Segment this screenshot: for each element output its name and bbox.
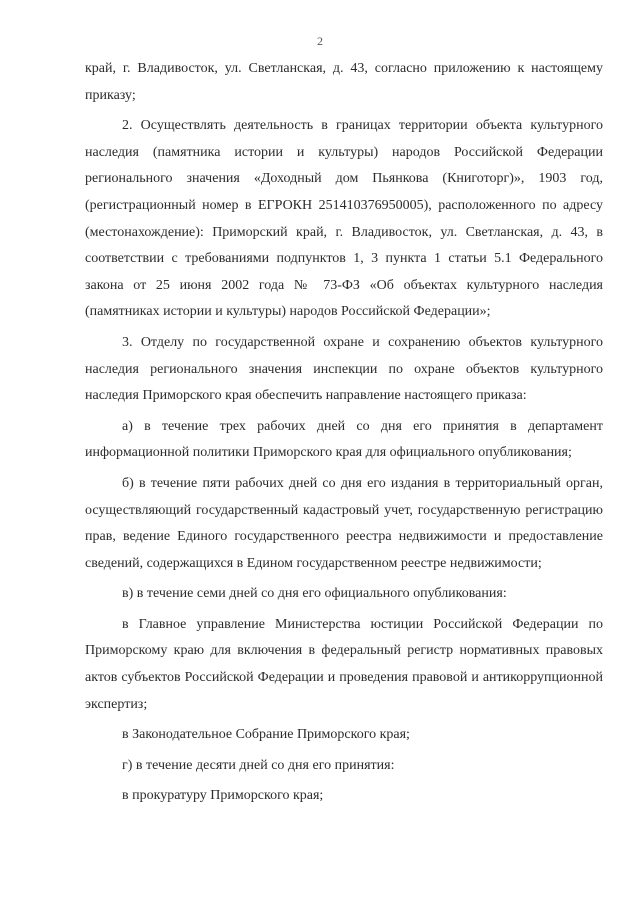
document-body [85, 56, 603, 810]
paragraph-item-3: 3. Отделу по государственной охране и сохранению объектов культурного наследия регионального значения инспекции по охране объектов культурного наследия Приморского края обеспечить направление настоящего приказа: [85, 334, 603, 404]
paragraph-subitem-b: б) в течение пяти рабочих дней со дня его издания в территориальный орган, осуществляющий государственный кадастровый учет, государственную регистрацию прав, ведение Единого государственного реестра недвижимости и предоставление сведений, содержащихся в Едином государственном реестре недвижимости; [85, 475, 603, 571]
paragraph-recipient-justice: в Главное управление Министерства юстиции Российской Федерации по Приморскому краю для включения в федеральный регистр нормативных правовых актов субъектов Российской Федерации и проведения правовой и антикоррупционной экспертиз; [85, 616, 603, 712]
paragraph-recipient-prosecutor: в прокуратуру Приморского края; [122, 788, 324, 804]
paragraph-continuation: край, г. Владивосток, ул. Светланская, д. 43, согласно приложению к настоящему приказу; [85, 61, 603, 103]
paragraph-subitem-a: а) в течение трех рабочих дней со дня его принятия в департамент информационной политики Приморского края для официального опубликования; [85, 418, 603, 461]
paragraph-subitem-v: в) в течение семи дней со дня его официального опубликования: [122, 586, 507, 602]
paragraph-subitem-g: г) в течение десяти дней со дня его принятия: [122, 757, 395, 773]
paragraph-item-2: 2. Осуществлять деятельность в границах территории объекта культурного наследия (памятника истории и культуры) народов Российской Федерации регионального значения «Доходный дом Пьянкова (Книготорг)», 1903 год, (регистрационный номер в ЕГРОКН 251410376950005), расположенного по адресу (местонахождение): Приморский край, г. Владивосток, ул. Светланская, д. 43, в соответствии с требованиями подпунктов 1, 3 пункта 1 статьи 5.1 Федерального закона от 25 июня 2002 года № 73-ФЗ «Об объектах культурного наследия (памятниках истории и культуры) народов Российской Федерации»; [85, 118, 603, 320]
paragraph-recipient-assembly: в Законодательное Собрание Приморского края; [122, 727, 410, 743]
page-number: 2 [317, 34, 323, 48]
